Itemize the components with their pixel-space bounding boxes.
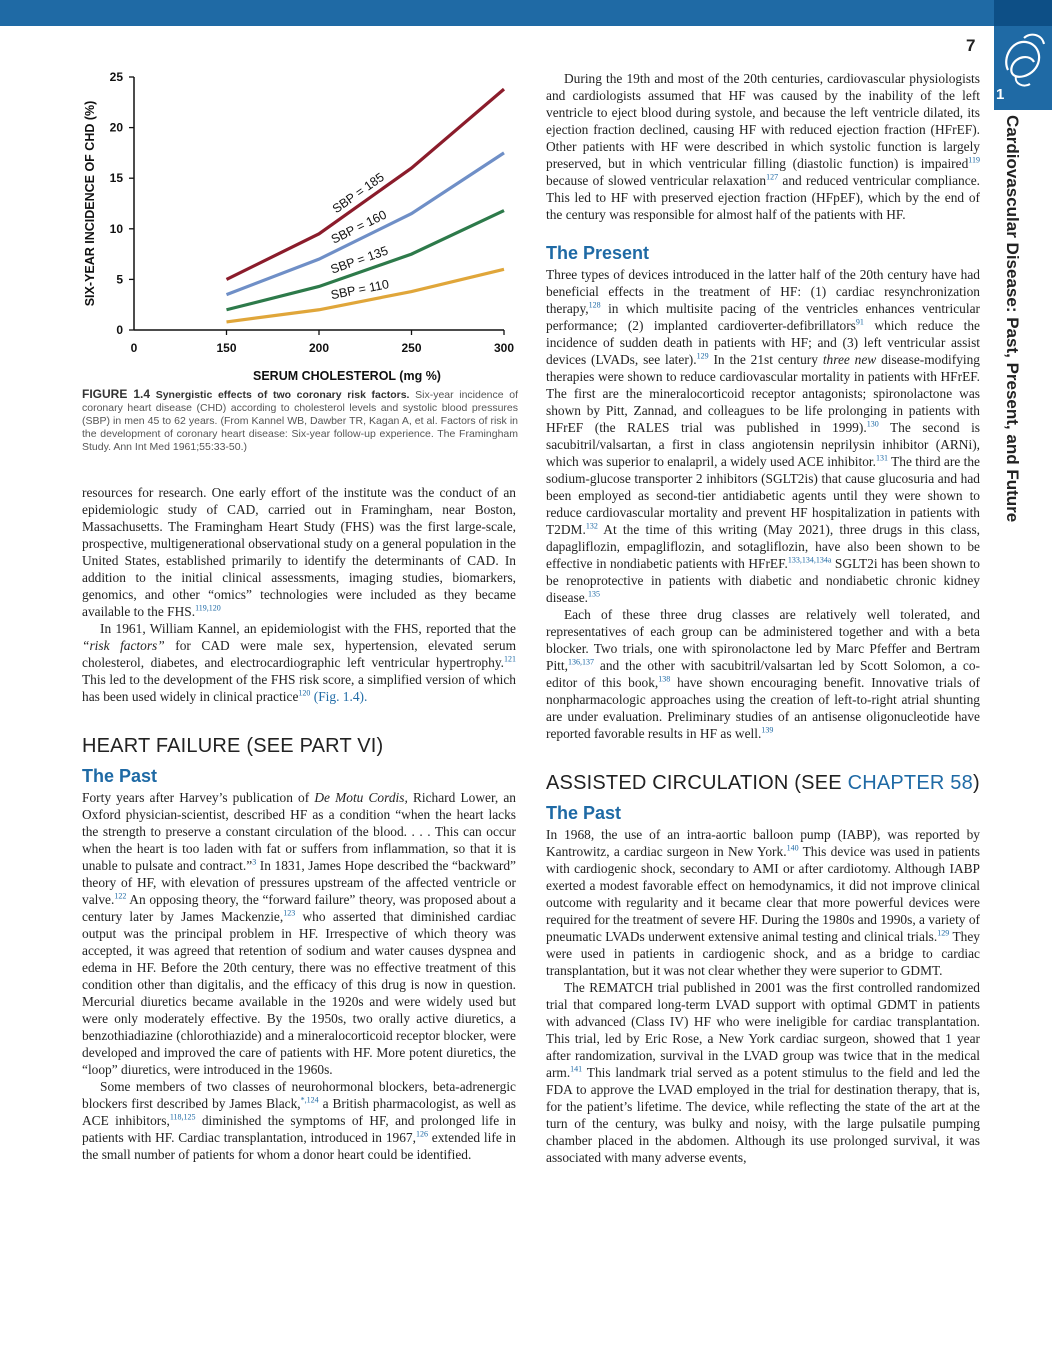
citation[interactable]: 141 [570,1064,583,1074]
subsection-heading: The Past [546,803,622,823]
paragraph: Each of these three drug classes are relatively well tolerated, and representatives of each group can be administered together and with a beta blocker. Two trials, one with spironolactone led by Marc Pfeffer and Bertram Pitt,$^{136,137}$ and the other with sacubitril/valsartan led by Scott Solomon, a co-editor of this book,$^{138}$ have shown encouraging benefit. Innovative trials of nonpharmacologic approaches using the creation of left-to-right atrial shunting are under evaluation. Preliminary studies of an antisense oligonucleotide have reported favorable results in HF as well.$^{139}$ [546,607,980,741]
x-tick-label: 300 [493,341,515,355]
y-tick-label: 10 [109,221,123,236]
paragraph: resources for research. One early effort of the institute was the conduct of an epidemiologic study of CAD, carried out in Framingham, near Boston, Massachusetts. The Framingham Heart Study (FHS) was the first large-scale, prospective, multigenerational observational study on a general population in the United States, established primarily to identify the determinants of CAD. In addition to the initial clinical assessments, imaging studies, biomarkers, genomics, and other “omics” technologies were included as they became available to the FHS.$^{119,120}$ [82,485,516,619]
figure-caption-text: Six-year incidence of coronary heart disease (CHD) according to cholesterol levels and systolic blood pressures (SBP) in men 45 to 62 years. (From Kannel WB, Dawber TR, Kagan A, et al. Factors of risk in the development of coronary heart disease: Six-year follow-up experience. The Framingham Study. Ann Int Med 1961;55:33-50.) [82,389,518,453]
x-tick-label: 250 [401,341,422,355]
citation[interactable]: 122 [114,891,127,901]
y-axis-label: SIX-YEAR INCIDENCE OF CHD (%) [83,100,97,307]
x-tick-label: 150 [216,341,237,355]
figure-title: Synergistic effects of two coronary risk factors. [155,389,410,401]
page-number: 7 [966,36,976,55]
citation[interactable]: 130 [866,419,879,429]
citation[interactable]: 129 [937,928,950,938]
citation[interactable]: 123 [283,908,296,918]
citation[interactable]: 129 [696,351,709,361]
paragraph: Forty years after Harvey’s publication of De Motu Cordis, Richard Lower, an Oxford physician-scientist, described HF as a condition “when the heart lacks the strength to preserve a constant circulation of the blood. . . . This can occur when the heart is too laden with fat or suffers from inflammation, so that it is unable to pulsate and contract.”$^3$ In 1831, James Hope described the “backward” theory of HF, with elevation of pressures upstream of the affected ventricle or valve.$^{122}$ An opposing theory, the “forward failure” theory, was proposed about a century later by James Mackenzie,$^{123}$ who asserted that diminished cardiac output was the principal problem in HF. Irrespective of which theory was accepted, it was agreed that retention of sodium and water causes dyspnea and edema in HF. Before the 20th century, there was no effective treatment of this condition other than digitalis, and the efficacy of this drug is now in question. Mercurial diuretics became available in the 1920s and were widely used but were only moderately effective. By the 1950s, two orally active diuretics, a benzothiadiazine (chlorothiazide) and a mineralocorticoid receptor blocker, were developed and improved the care of patients with HF. More potent diuretics, the “loop” diuretics, were introduced in the 1960s. [82,790,516,1077]
citation[interactable]: 140 [786,843,799,853]
citation[interactable]: 119 [968,155,980,165]
citation[interactable]: 135 [588,589,601,599]
citation[interactable]: *,124 [300,1095,319,1105]
paragraph: In 1968, the use of an intra-aortic balloon pump (IABP), was reported by Kantrowitz, a cardiac surgeon in New York.$^{140}$ This device was used in patients with cardiogenic shock, secondary to AMI or after cardiotomy. Although IABP exerted a modest favorable effect on hemodynamics, it did not improve clinical outcome with regularity and it became clear that more powerful devices were required for the treatment of severe HF. During the 1980s and 1990s, a variety of pneumatic LVADs underwent extensive animal testing and clinical trials.$^{129}$ They were used in patients in cardiogenic shock, and as a bridge to cardiac transplantation, but it was not clear whether they were superior to GDMT. [546,827,980,978]
x-tick-label: 0 [130,341,138,355]
x-tick-label: 200 [308,341,330,355]
chapter-link[interactable]: CHAPTER 58 [847,772,973,794]
chd-incidence-chart [78,70,518,385]
citation[interactable]: 118,125 [169,1112,196,1122]
subsection-heading: The Present [546,243,650,263]
series-label: SBP = 160 [328,207,389,247]
citation[interactable]: 119,120 [195,603,221,613]
y-tick-label: 20 [109,120,123,135]
chapter-number: 1 [996,86,1005,103]
citation[interactable]: 136,137 [567,657,594,667]
citation[interactable]: 121 [504,654,516,664]
y-tick-label: 15 [109,171,123,186]
citation[interactable]: 3 [252,857,257,867]
right-column [546,70,980,1166]
series-label: SBP = 185 [329,169,387,217]
section-heading: ASSISTED CIRCULATION (SEE CHAPTER 58) [546,772,980,794]
top-banner [0,0,1052,26]
citation[interactable]: 139 [761,725,774,735]
paragraph: The REMATCH trial published in 2001 was the first controlled randomized trial that compared long-term LVAD support with optimal GDMT in patients with advanced (Class IV) HF who were ineligible for cardiac transplantation. This trial, led by Eric Rose, a New York cardiac surgeon, showed that 1 year after randomization, survival in the LVAD group was twice that in the medical arm.$^{141}$ This landmark trial served as a potent stimulus to the field and led the FDA to approve the LVAD employed in the trial for destination therapy, that is, for the patient’s lifetime. The device, while reflecting the state of the art at the turn of the century, was bulky and noisy, with the large pulsatile pumping chamber placed in the abdomen. Although its use prolonged survival, it was associated with many adverse events, [546,980,980,1165]
paragraph: In 1961, William Kannel, an epidemiologist with the FHS, reported that the “risk factors” for CAD were male sex, hypertension, elevated serum cholesterol, diabetes, and electrocardiographic left ventricular hypertrophy.$^{121}$ This led to the development of the FHS risk score, a simplified version of which has been used widely in clinical practice$^{120}$ (Fig. 1.4). [82,621,516,704]
citation[interactable]: 133,134,134a [787,555,832,565]
figure-caption [82,388,518,454]
citation[interactable]: 131 [875,453,888,463]
chapter-logo-icon [994,30,1052,90]
series-label: SBP = 110 [329,277,391,303]
paragraph: During the 19th and most of the 20th centuries, cardiovascular physiologists and cardiologists assumed that HF was caused by the inability of the left ventricle to eject blood during systole, and because the left ventricle dilated, its ejection fraction declined, causing HF with reduced ejection fraction (HFrEF). Other patients with HF were described in which systolic function is largely preserved, but in which ventricular filling (diastolic function) is impaired$^{119}$ because of slowed ventricular relaxation$^{127}$ and reduced ventricular compliance. This led to HF with preserved ejection fraction (HFpEF), which by the end of the century was responsible for almost half of the patients with HF. [546,71,980,222]
top-banner-accent [994,0,1052,26]
y-tick-label: 25 [109,70,123,84]
citation[interactable]: 120 [298,688,311,698]
y-tick-label: 0 [116,323,123,337]
citation[interactable]: 91 [855,317,864,327]
series-label: SBP = 135 [328,243,390,277]
figure-link[interactable]: (Fig. 1.4). [313,689,368,704]
paragraph: Some members of two classes of neurohormonal blockers, beta-adrenergic blockers first described by James Black,$^{*,124}$ a British pharmacologist, as well as ACE inhibitors,$^{118,125}$ diminished the symptoms of HF, and prolonged life in patients with HF. Cardiac transplantation, introduced in 1967,$^{126}$ extended life in the small number of patients for whom a donor heart could be identified. [82,1079,516,1162]
paragraph: Three types of devices introduced in the latter half of the 20th century have had beneficial effects in the treatment of HF: (1) cardiac resynchronization therapy,$^{128}$ in which multisite pacing of the ventricles enhances ventricular performance; (2) implanted cardioverter-defibrillators$^{91}$ which reduce the incidence of sudden death in patients with HF; and (3) left ventricular assist devices (LVADs, see later).$^{129}$ In the 21st century three new disease-modifying therapies were shown to reduce cardiovascular mortality in patients with HFrEF. The first are the mineralocorticoid receptor antagonists; spironolactone was shown by Pitt, Zannad, and colleagues to be life prolonging in patients with HFrEF (the RALES trial was published in 1999).$^{130}$ The second is sacubitril/valsartan, a first in class angiotensin neprilysin inhibitor (ARNi), which was superior to enalapril, a widely used ACE inhibitor.$^{131}$ The third are the sodium-glucose transporter 2 inhibitors (SGLT2is) that cause glucosuria and had been employed as second-tier antidiabetic agents until they were shown to reduce cardiovascular mortality and prevent HF hospitalization in patients with T2DM.$^{132}$ At the time of this writing (May 2021), three drugs in this class, dapagliflozin, empagliflozin, and sotagliflozin, have also been shown to be effective in nondiabetic patients with HFrEF.$^{133,134,134a}$ SGLT2i has been shown to be renoprotective in patients with diabetic and nondiabetic chronic kidney disease.$^{135}$ [546,267,981,605]
left-column [82,484,516,1163]
figure-label: FIGURE 1.4 [82,387,151,401]
citation[interactable]: 138 [658,674,671,684]
citation[interactable]: 132 [585,521,598,531]
running-title: Cardiovascular Disease: Past, Present, and Future [1003,115,1022,523]
citation[interactable]: 126 [415,1129,428,1139]
section-heading: HEART FAILURE (SEE PART VI) [82,735,384,757]
subsection-heading: The Past [82,766,158,786]
citation[interactable]: 128 [588,300,601,310]
y-tick-label: 5 [116,272,123,287]
x-axis-label: SERUM CHOLESTEROL (mg %) [253,369,441,383]
citation[interactable]: 127 [766,172,779,182]
